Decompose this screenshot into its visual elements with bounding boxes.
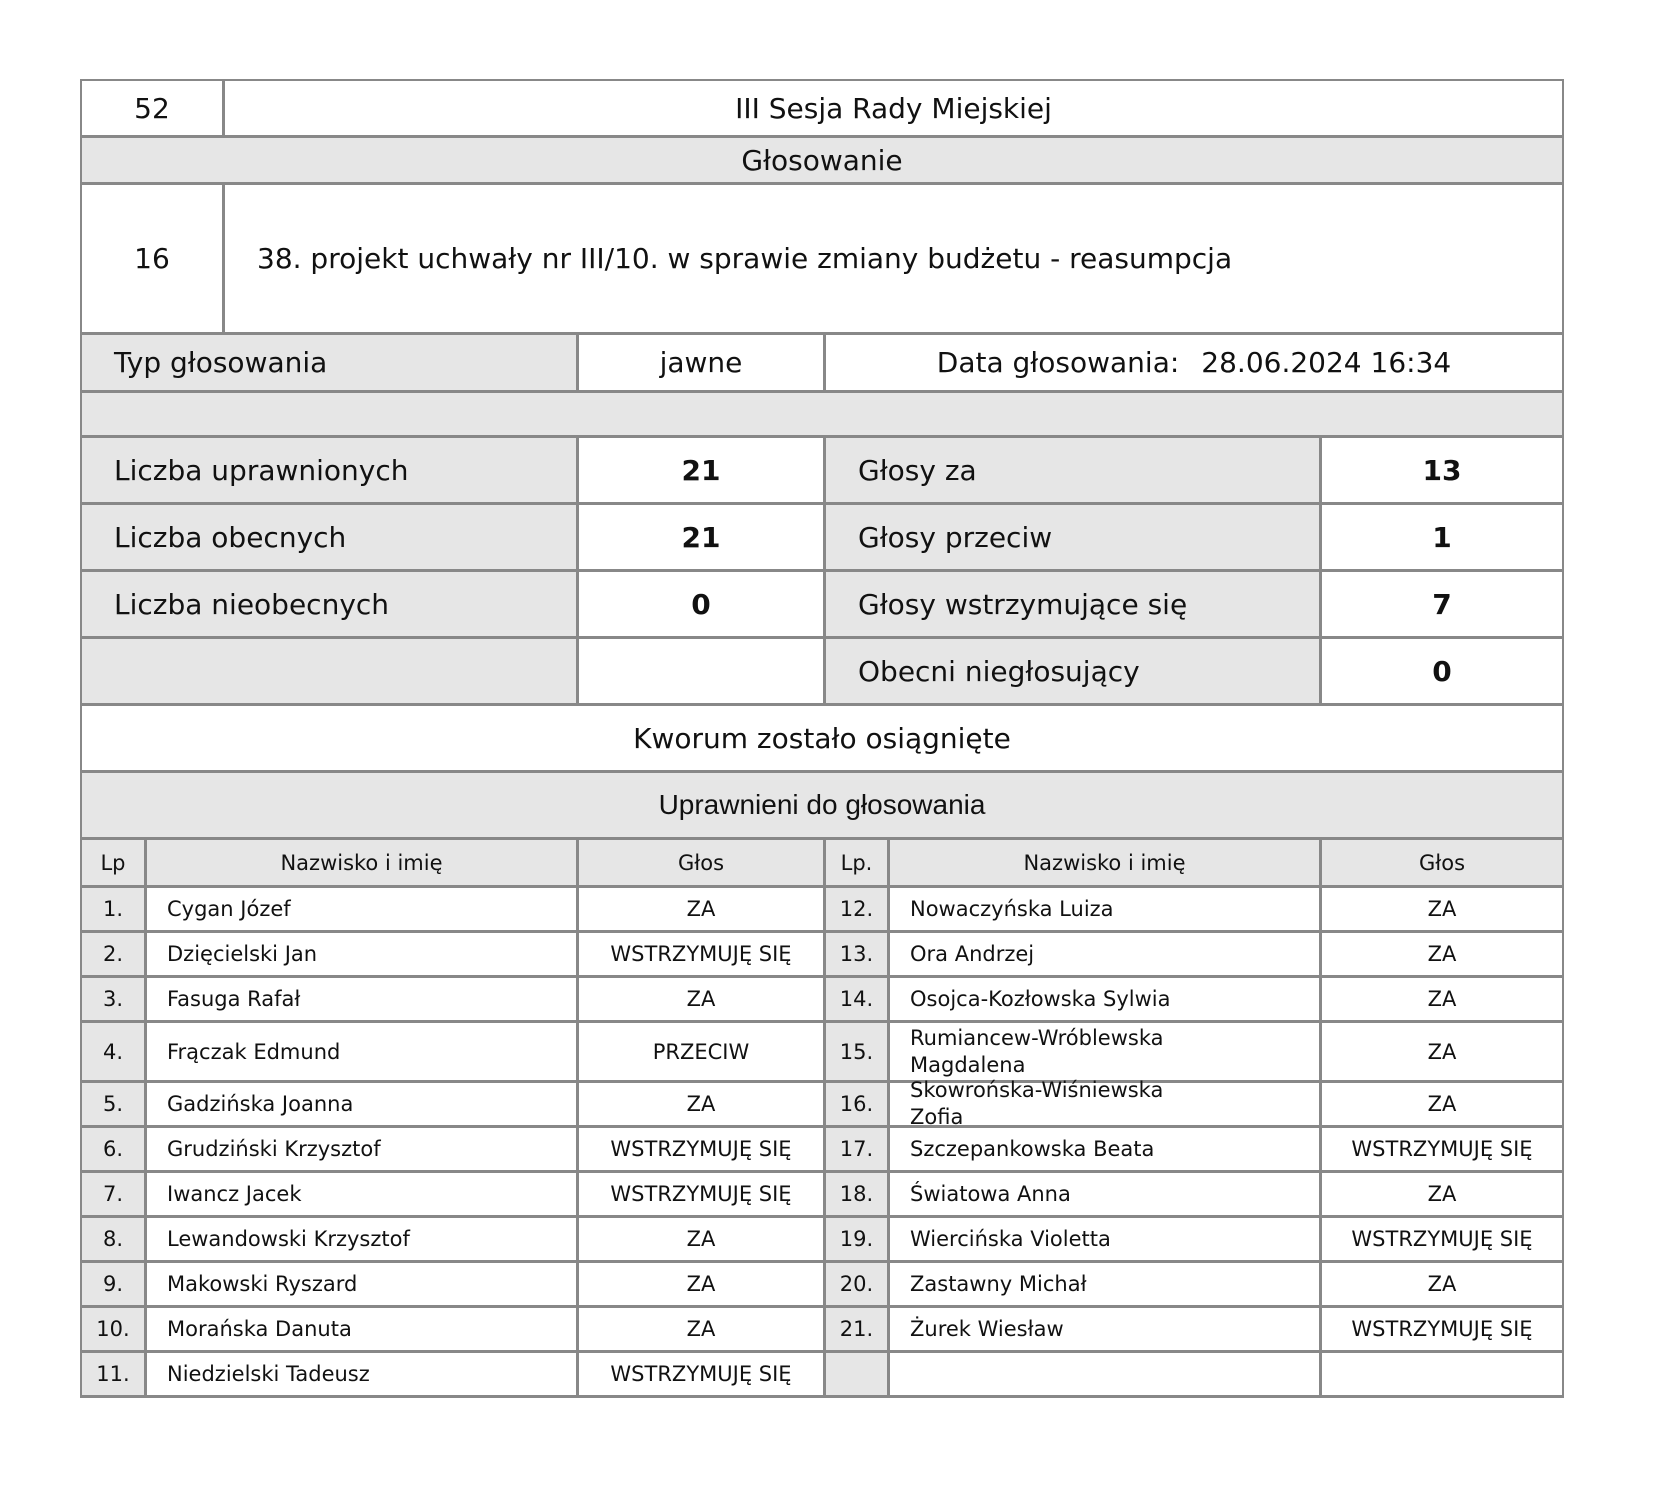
stat-value: 1 <box>1319 505 1562 569</box>
voter-lp: 21. <box>823 1308 887 1350</box>
stat-value: 0 <box>1319 639 1562 703</box>
voter-vote: ZA <box>1319 978 1562 1020</box>
col-name-right: Nazwisko i imię <box>887 840 1319 885</box>
voter-lp: 6. <box>82 1128 144 1170</box>
stats-row <box>80 505 1564 572</box>
voter-lp: 18. <box>823 1173 887 1215</box>
table-row <box>80 1308 1564 1353</box>
voter-name: Cygan Józef <box>144 888 576 930</box>
voter-name: Gadzińska Joanna <box>144 1083 576 1125</box>
voter-lp: 17. <box>823 1128 887 1170</box>
col-vote-left: Głos <box>576 840 823 885</box>
voter-vote: WSTRZYMUJĘ SIĘ <box>576 1353 823 1395</box>
table-row <box>80 1128 1564 1173</box>
stat-label: Głosy wstrzymujące się <box>823 572 1319 636</box>
vote-item-title: 38. projekt uchwały nr III/10. w sprawie zmiany budżetu - reasumpcja <box>222 185 1562 332</box>
stats-row <box>80 438 1564 505</box>
table-row <box>80 888 1564 933</box>
stat-label: Obecni niegłosujący <box>823 639 1319 703</box>
voter-lp: 10. <box>82 1308 144 1350</box>
voter-name: Szczepankowska Beata <box>887 1128 1319 1170</box>
vote-date <box>823 335 1562 390</box>
voters-table <box>80 888 1564 1398</box>
session-title: III Sesja Rady Miejskiej <box>222 81 1562 135</box>
section-bar <box>80 138 1564 185</box>
quorum-row <box>80 706 1564 773</box>
voter-vote: WSTRZYMUJĘ SIĘ <box>1319 1308 1562 1350</box>
eligible-title: Uprawnieni do głosowania <box>658 789 986 820</box>
table-header-row <box>80 840 1564 888</box>
voter-lp: 7. <box>82 1173 144 1215</box>
col-lp-left: Lp <box>82 840 144 885</box>
voter-name: Ora Andrzej <box>887 933 1319 975</box>
table-row <box>80 933 1564 978</box>
voter-lp: 3. <box>82 978 144 1020</box>
col-name-left: Nazwisko i imię <box>144 840 576 885</box>
voter-name: Iwancz Jacek <box>144 1173 576 1215</box>
table-row <box>80 1023 1564 1083</box>
vote-type-row <box>80 335 1564 393</box>
vote-item-number: 16 <box>134 242 170 275</box>
voter-name: Makowski Ryszard <box>144 1263 576 1305</box>
voter-vote: ZA <box>1319 1263 1562 1305</box>
voter-vote: ZA <box>576 1263 823 1305</box>
voter-name: Grudziński Krzysztof <box>144 1128 576 1170</box>
voter-vote: WSTRZYMUJĘ SIĘ <box>576 1173 823 1215</box>
voter-lp: 2. <box>82 933 144 975</box>
voter-name: Skowrońska-Wiśniewska Zofia <box>887 1083 1319 1125</box>
voter-vote: ZA <box>1319 1023 1562 1080</box>
voter-name: Nowaczyńska Luiza <box>887 888 1319 930</box>
col-lp-right: Lp. <box>823 840 887 885</box>
voter-vote: ZA <box>1319 1083 1562 1125</box>
table-row <box>80 1173 1564 1218</box>
voter-lp: 9. <box>82 1263 144 1305</box>
stat-value: 21 <box>576 438 823 502</box>
eligible-title-row <box>80 773 1564 840</box>
session-header <box>80 79 1564 138</box>
voter-name <box>887 1353 1319 1395</box>
voter-name: Lewandowski Krzysztof <box>144 1218 576 1260</box>
vote-date-value: 28.06.2024 16:34 <box>1201 346 1452 379</box>
voter-vote <box>1319 1353 1562 1395</box>
table-row <box>80 1353 1564 1398</box>
stats-row <box>80 639 1564 706</box>
stat-label <box>82 639 576 703</box>
voter-lp: 5. <box>82 1083 144 1125</box>
voter-vote: WSTRZYMUJĘ SIĘ <box>576 1128 823 1170</box>
voter-vote: ZA <box>576 978 823 1020</box>
table-row <box>80 1078 1564 1129</box>
quorum-status: Kworum zostało osiągnięte <box>633 721 1011 755</box>
stat-value: 13 <box>1319 438 1562 502</box>
voter-name: Światowa Anna <box>887 1173 1319 1215</box>
voter-lp: 4. <box>82 1023 144 1080</box>
voter-vote: ZA <box>1319 888 1562 930</box>
voter-lp: 8. <box>82 1218 144 1260</box>
voter-vote: ZA <box>1319 933 1562 975</box>
stat-label: Głosy przeciw <box>823 505 1319 569</box>
stat-value: 7 <box>1319 572 1562 636</box>
stat-label: Liczba nieobecnych <box>82 572 576 636</box>
voter-name: Rumiancew-Wróblewska Magdalena <box>887 1023 1319 1080</box>
table-row <box>80 1218 1564 1263</box>
voting-record-sheet <box>80 79 1564 1398</box>
stat-label: Liczba uprawnionych <box>82 438 576 502</box>
table-row <box>80 978 1564 1023</box>
voter-vote: ZA <box>1319 1173 1562 1215</box>
stat-label: Liczba obecnych <box>82 505 576 569</box>
vote-date-label: Data głosowania: <box>936 346 1180 379</box>
voter-name: Frączak Edmund <box>144 1023 576 1080</box>
voter-lp: 14. <box>823 978 887 1020</box>
voter-vote: ZA <box>576 1308 823 1350</box>
voter-lp: 16. <box>823 1083 887 1125</box>
voter-vote: ZA <box>576 888 823 930</box>
voter-name: Fasuga Rafał <box>144 978 576 1020</box>
voter-lp: 12. <box>823 888 887 930</box>
voter-lp: 13. <box>823 933 887 975</box>
voter-vote: WSTRZYMUJĘ SIĘ <box>1319 1128 1562 1170</box>
vote-type-value: jawne <box>576 335 823 390</box>
voter-name: Morańska Danuta <box>144 1308 576 1350</box>
table-row <box>80 1263 1564 1308</box>
voter-vote: ZA <box>576 1218 823 1260</box>
voter-lp: 19. <box>823 1218 887 1260</box>
voter-lp: 1. <box>82 888 144 930</box>
voter-vote: WSTRZYMUJĘ SIĘ <box>576 933 823 975</box>
voter-vote: WSTRZYMUJĘ SIĘ <box>1319 1218 1562 1260</box>
stat-value: 0 <box>576 572 823 636</box>
stats-block <box>80 438 1564 706</box>
stats-row <box>80 572 1564 639</box>
stat-value <box>576 639 823 703</box>
col-vote-right: Głos <box>1319 840 1562 885</box>
voter-vote: PRZECIW <box>576 1023 823 1080</box>
voter-lp <box>823 1353 887 1395</box>
stat-label: Głosy za <box>823 438 1319 502</box>
voter-name: Zastawny Michał <box>887 1263 1319 1305</box>
voter-lp: 15. <box>823 1023 887 1080</box>
voter-lp: 20. <box>823 1263 887 1305</box>
voter-name: Dzięcielski Jan <box>144 933 576 975</box>
stat-value: 21 <box>576 505 823 569</box>
voter-name: Wiercińska Violetta <box>887 1218 1319 1260</box>
session-number: 52 <box>134 91 170 125</box>
voter-lp: 11. <box>82 1353 144 1395</box>
voter-name: Niedzielski Tadeusz <box>144 1353 576 1395</box>
spacer-bar <box>80 393 1564 438</box>
vote-item-row <box>80 185 1564 335</box>
voter-name: Żurek Wiesław <box>887 1308 1319 1350</box>
voter-vote: ZA <box>576 1083 823 1125</box>
voter-name: Osojca-Kozłowska Sylwia <box>887 978 1319 1020</box>
vote-type-label: Typ głosowania <box>82 335 576 390</box>
section-label: Głosowanie <box>741 143 903 177</box>
